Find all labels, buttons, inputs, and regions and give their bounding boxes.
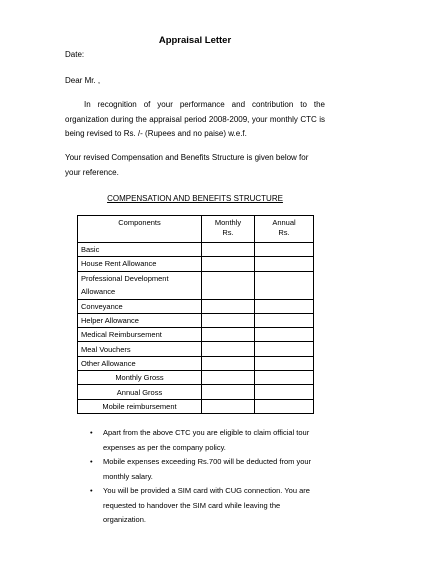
- cell-monthly: [202, 271, 255, 299]
- intro-paragraph-text: In recognition of your performance and contribution to the organization during the appraisal period 2008-2009, your monthly CTC is being revised to Rs. /- (Rupees and no paise) w.e.f.: [65, 100, 325, 138]
- table-row: [78, 342, 314, 356]
- row-label-medical-reimbursement: Medical Reimbursement: [78, 328, 202, 342]
- row-label-line1: Professional Development: [81, 274, 169, 284]
- date-label: Date:: [65, 50, 85, 59]
- compensation-table: [77, 215, 314, 414]
- section-title: COMPENSATION AND BENEFITS STRUCTURE: [107, 194, 283, 203]
- row-label-line2: Allowance: [81, 287, 116, 297]
- header-annual-unit: Rs.: [278, 228, 290, 237]
- cell-monthly: [202, 385, 255, 399]
- list-item: [90, 455, 320, 484]
- table-header-row: [78, 216, 314, 243]
- cell-annual: [255, 243, 314, 257]
- row-label-conveyance: Conveyance: [78, 299, 202, 313]
- cell-monthly: [202, 328, 255, 342]
- list-item: [90, 426, 320, 455]
- cell-monthly: [202, 342, 255, 356]
- note-text: Mobile expenses exceeding Rs.700 will be deducted from your monthly salary.: [103, 457, 312, 481]
- header-annual-label: Annual: [272, 218, 296, 227]
- header-components: Components: [78, 216, 202, 243]
- header-annual: [255, 216, 314, 243]
- table-row: [78, 399, 314, 413]
- table-row: [78, 356, 314, 370]
- table-row: [78, 328, 314, 342]
- cell-monthly: [202, 299, 255, 313]
- row-label-other-allowance: Other Allowance: [78, 356, 202, 370]
- header-monthly-label: Monthly: [214, 218, 242, 227]
- structure-paragraph: Your revised Compensation and Benefits Structure is given below for your reference.: [65, 153, 309, 177]
- row-label-helper-allowance: Helper Allowance: [78, 313, 202, 327]
- bullet-icon: •: [90, 486, 93, 495]
- row-label-professional-development: [78, 271, 202, 299]
- cell-monthly: [202, 399, 255, 413]
- cell-annual: [255, 271, 314, 299]
- cell-annual: [255, 385, 314, 399]
- row-label-meal-vouchers: Meal Vouchers: [78, 342, 202, 356]
- cell-annual: [255, 371, 314, 385]
- intro-paragraph: [65, 98, 325, 142]
- table-row: [78, 271, 314, 299]
- cell-annual: [255, 257, 314, 271]
- cell-annual: [255, 399, 314, 413]
- cell-annual: [255, 328, 314, 342]
- table-row: [78, 371, 314, 385]
- table-row: [78, 257, 314, 271]
- cell-monthly: [202, 356, 255, 370]
- row-label-mobile-reimbursement: Mobile reimbursement: [78, 399, 202, 413]
- cell-monthly: [202, 371, 255, 385]
- note-text: Apart from the above CTC you are eligible to claim official tour expenses as per the company policy.: [103, 428, 310, 452]
- cell-monthly: [202, 313, 255, 327]
- bullet-icon: •: [90, 428, 93, 437]
- bullet-icon: •: [90, 457, 93, 466]
- note-text: You will be provided a SIM card with CUG connection. You are requested to handover the SIM card while leaving the organization.: [103, 486, 310, 524]
- salutation: Dear Mr. ,: [65, 76, 101, 85]
- table-row: [78, 385, 314, 399]
- cell-annual: [255, 299, 314, 313]
- table-row: [78, 243, 314, 257]
- cell-monthly: [202, 243, 255, 257]
- table-row: [78, 299, 314, 313]
- row-label-monthly-gross: Monthly Gross: [78, 371, 202, 385]
- row-label-annual-gross: Annual Gross: [78, 385, 202, 399]
- cell-annual: [255, 342, 314, 356]
- cell-annual: [255, 356, 314, 370]
- header-monthly: [202, 216, 255, 243]
- table-row: [78, 313, 314, 327]
- cell-monthly: [202, 257, 255, 271]
- notes-list: [90, 426, 320, 528]
- cell-annual: [255, 313, 314, 327]
- row-label-basic: Basic: [78, 243, 202, 257]
- header-monthly-unit: Rs.: [222, 228, 234, 237]
- row-label-hra: House Rent Allowance: [78, 257, 202, 271]
- list-item: [90, 484, 320, 528]
- letter-title: Appraisal Letter: [158, 35, 232, 46]
